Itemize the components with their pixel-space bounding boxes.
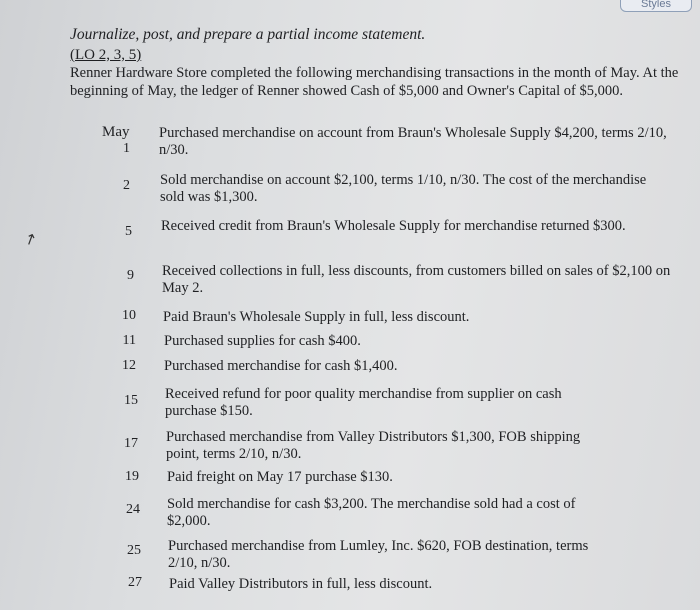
transaction-description: Received refund for poor quality merchandise from supplier on cash purchase $150. [165,386,562,419]
transaction-day: 27 [128,575,142,590]
transaction-description: Purchased merchandise from Lumley, Inc. $620, FOB destination, terms 2/10, n/30. [168,538,589,571]
learning-objective-ref: (LO 2, 3, 5) [70,47,142,63]
transaction-day: 17 [124,436,138,451]
styles-tab[interactable]: Styles [620,0,692,12]
transaction-description: Paid freight on May 17 purchase $130. [167,469,393,485]
transaction-description: Paid Valley Distributors in full, less discount. [169,576,433,592]
transaction-description: Received collections in full, less discounts, from customers billed on sales of $2,100 on May 2. [162,263,671,296]
transaction-description: Sold merchandise for cash $3,200. The merchandise sold had a cost of $2,000. [167,496,576,529]
transaction-day: 15 [124,393,138,408]
transaction-description: Purchased merchandise for cash $1,400. [164,358,398,374]
transaction-description: Paid Braun's Wholesale Supply in full, less discount. [163,309,470,325]
transaction-description: Sold merchandise on account $2,100, terms 1/10, n/30. The cost of the merchandise sold was $1,300. [160,172,647,205]
transaction-day: 5 [125,224,132,239]
problem-title: Journalize, post, and prepare a partial income statement. [70,26,426,43]
transaction-day: 24 [126,502,140,517]
transaction-description: Purchased merchandise from Valley Distributors $1,300, FOB shipping point, terms 2/10, n/30. [166,429,581,462]
transaction-description: Purchased merchandise on account from Braun's Wholesale Supply $4,200, terms 2/10, n/30. [159,125,667,158]
margin-arrow-icon: ↗ [20,228,40,250]
transaction-day: 12 [122,358,136,373]
month-label: May [102,124,130,140]
transaction-day: 19 [125,469,139,484]
transaction-description: Purchased supplies for cash $400. [164,333,361,349]
transaction-day: 10 [122,308,136,323]
problem-intro: Renner Hardware Store completed the following merchandising transactions in the month of May. At the beginning of May, the ledger of Renner showed Cash of $5,000 and Owner's Capital of $5,000. [70,65,679,99]
transaction-day: 9 [127,268,134,283]
transaction-day: 11 [122,333,136,348]
transaction-day: 2 [123,178,130,193]
transaction-description: Received credit from Braun's Wholesale Supply for merchandise returned $300. [161,218,626,234]
transaction-day: 1 [123,141,130,156]
transaction-day: 25 [127,543,141,558]
